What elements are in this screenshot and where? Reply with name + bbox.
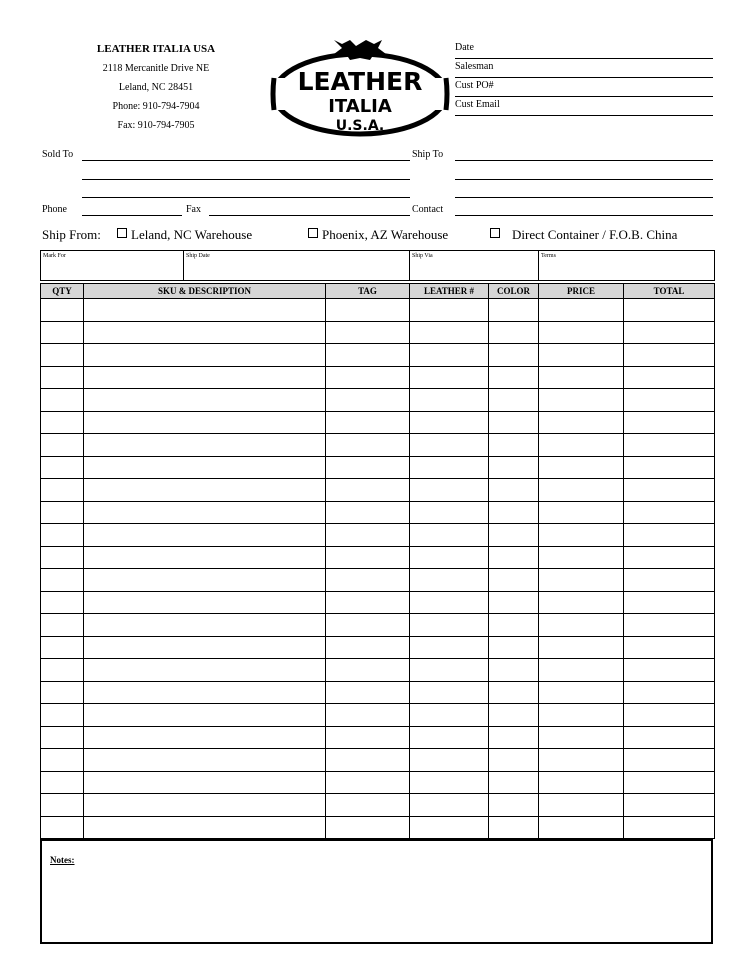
cust-po-label: Cust PO# xyxy=(455,80,494,91)
price-cell[interactable] xyxy=(539,321,624,344)
table-row xyxy=(41,479,715,502)
color-cell[interactable] xyxy=(489,659,539,682)
price-cell[interactable] xyxy=(539,704,624,727)
qty-cell[interactable] xyxy=(41,344,84,367)
sku-description-header: SKU & DESCRIPTION xyxy=(84,284,326,299)
leather-number-cell[interactable] xyxy=(410,344,489,367)
color-cell[interactable] xyxy=(489,344,539,367)
shipping-info-row xyxy=(40,250,715,281)
sku-description-cell[interactable] xyxy=(84,681,326,704)
table-row xyxy=(41,636,715,659)
order-items-table xyxy=(40,283,715,839)
leather-italia-logo xyxy=(270,38,450,142)
leland-checkbox[interactable] xyxy=(117,228,127,238)
color-cell[interactable] xyxy=(489,794,539,817)
color-cell[interactable] xyxy=(489,456,539,479)
price-cell[interactable] xyxy=(539,456,624,479)
phone-label: Phone xyxy=(42,204,67,215)
logo-line-2: ITALIA xyxy=(328,96,392,117)
tag-cell[interactable] xyxy=(326,771,410,794)
tag-cell[interactable] xyxy=(326,659,410,682)
color-cell[interactable] xyxy=(489,366,539,389)
qty-cell[interactable] xyxy=(41,636,84,659)
ship-via-label: Ship Via xyxy=(412,253,433,259)
color-cell[interactable] xyxy=(489,704,539,727)
leland-option-label: Leland, NC Warehouse xyxy=(131,227,253,242)
total-cell[interactable] xyxy=(624,704,715,727)
qty-cell[interactable] xyxy=(41,479,84,502)
table-row xyxy=(41,546,715,569)
fax-line[interactable] xyxy=(209,215,410,216)
sku-description-cell[interactable] xyxy=(84,816,326,839)
ship-from-option-leland[interactable] xyxy=(117,227,252,243)
tag-cell[interactable] xyxy=(326,366,410,389)
leather-number-cell[interactable] xyxy=(410,524,489,547)
total-cell[interactable] xyxy=(624,389,715,412)
date-label: Date xyxy=(455,42,474,53)
color-cell[interactable] xyxy=(489,636,539,659)
qty-cell[interactable] xyxy=(41,614,84,637)
qty-cell[interactable] xyxy=(41,456,84,479)
total-cell[interactable] xyxy=(624,546,715,569)
sku-description-cell[interactable] xyxy=(84,726,326,749)
salesman-field[interactable] xyxy=(455,59,713,78)
salesman-label: Salesman xyxy=(455,61,494,72)
color-cell[interactable] xyxy=(489,681,539,704)
company-city: Leland, NC 28451 xyxy=(118,82,194,93)
tag-cell[interactable] xyxy=(326,614,410,637)
price-header: PRICE xyxy=(539,284,624,299)
leather-number-cell[interactable] xyxy=(410,816,489,839)
price-cell[interactable] xyxy=(539,546,624,569)
tag-cell[interactable] xyxy=(326,344,410,367)
total-cell[interactable] xyxy=(624,636,715,659)
color-cell[interactable] xyxy=(489,726,539,749)
mark-for-label: Mark For xyxy=(43,253,66,259)
tag-cell[interactable] xyxy=(326,749,410,772)
color-cell[interactable] xyxy=(489,411,539,434)
sku-description-cell[interactable] xyxy=(84,456,326,479)
sold-to-line-1[interactable] xyxy=(82,160,410,161)
leather-number-cell[interactable] xyxy=(410,659,489,682)
total-cell[interactable] xyxy=(624,456,715,479)
sku-description-cell[interactable] xyxy=(84,299,326,322)
tag-cell[interactable] xyxy=(326,321,410,344)
table-row xyxy=(41,681,715,704)
qty-cell[interactable] xyxy=(41,524,84,547)
notes-label: Notes: xyxy=(50,855,75,865)
contact-label: Contact xyxy=(412,204,444,215)
total-cell[interactable] xyxy=(624,659,715,682)
color-cell[interactable] xyxy=(489,389,539,412)
table-row xyxy=(41,794,715,817)
date-field[interactable] xyxy=(455,40,713,59)
leather-number-cell[interactable] xyxy=(410,299,489,322)
color-cell[interactable] xyxy=(489,434,539,457)
cust-po-field[interactable] xyxy=(455,78,713,97)
ship-to-line-3[interactable] xyxy=(455,197,713,198)
color-cell[interactable] xyxy=(489,614,539,637)
color-cell[interactable] xyxy=(489,749,539,772)
sku-description-cell[interactable] xyxy=(84,704,326,727)
leather-number-cell[interactable] xyxy=(410,569,489,592)
sku-description-cell[interactable] xyxy=(84,321,326,344)
price-cell[interactable] xyxy=(539,659,624,682)
fax-label: Fax xyxy=(186,204,201,215)
leather-number-cell[interactable] xyxy=(410,771,489,794)
color-cell[interactable] xyxy=(489,546,539,569)
mark-for-cell[interactable] xyxy=(41,251,184,280)
color-cell[interactable] xyxy=(489,479,539,502)
table-row xyxy=(41,389,715,412)
price-cell[interactable] xyxy=(539,591,624,614)
tag-cell[interactable] xyxy=(326,524,410,547)
tag-cell[interactable] xyxy=(326,726,410,749)
price-cell[interactable] xyxy=(539,366,624,389)
total-cell[interactable] xyxy=(624,591,715,614)
price-cell[interactable] xyxy=(539,344,624,367)
leather-number-cell[interactable] xyxy=(410,794,489,817)
sku-description-cell[interactable] xyxy=(84,794,326,817)
price-cell[interactable] xyxy=(539,636,624,659)
qty-cell[interactable] xyxy=(41,659,84,682)
price-cell[interactable] xyxy=(539,569,624,592)
logo-line-1: LEATHER xyxy=(297,67,423,96)
china-checkbox[interactable] xyxy=(490,228,500,238)
sku-description-cell[interactable] xyxy=(84,501,326,524)
leather-number-cell[interactable] xyxy=(410,411,489,434)
company-address: 2118 Mercanitle Drive NE xyxy=(102,63,210,74)
phoenix-checkbox[interactable] xyxy=(308,228,318,238)
price-cell[interactable] xyxy=(539,749,624,772)
color-cell[interactable] xyxy=(489,321,539,344)
sku-description-cell[interactable] xyxy=(84,524,326,547)
table-row xyxy=(41,726,715,749)
qty-cell[interactable] xyxy=(41,501,84,524)
ship-date-cell[interactable] xyxy=(184,251,410,280)
total-cell[interactable] xyxy=(624,321,715,344)
color-cell[interactable] xyxy=(489,524,539,547)
company-info xyxy=(72,40,240,135)
table-row xyxy=(41,704,715,727)
ship-via-cell[interactable] xyxy=(410,251,539,280)
sku-description-cell[interactable] xyxy=(84,389,326,412)
qty-cell[interactable] xyxy=(41,681,84,704)
table-row xyxy=(41,749,715,772)
sku-description-cell[interactable] xyxy=(84,591,326,614)
qty-cell[interactable] xyxy=(41,366,84,389)
leather-number-cell[interactable] xyxy=(410,749,489,772)
leather-number-cell[interactable] xyxy=(410,501,489,524)
price-cell[interactable] xyxy=(539,794,624,817)
cust-email-label: Cust Email xyxy=(455,99,500,110)
sku-description-cell[interactable] xyxy=(84,749,326,772)
price-cell[interactable] xyxy=(539,726,624,749)
color-cell[interactable] xyxy=(489,816,539,839)
price-cell[interactable] xyxy=(539,681,624,704)
color-cell[interactable] xyxy=(489,299,539,322)
total-cell[interactable] xyxy=(624,816,715,839)
qty-cell[interactable] xyxy=(41,749,84,772)
table-body xyxy=(41,299,715,839)
qty-cell[interactable] xyxy=(41,321,84,344)
leather-number-cell[interactable] xyxy=(410,321,489,344)
tag-cell[interactable] xyxy=(326,479,410,502)
sku-description-cell[interactable] xyxy=(84,411,326,434)
leather-number-cell[interactable] xyxy=(410,366,489,389)
price-cell[interactable] xyxy=(539,524,624,547)
leather-number-cell[interactable] xyxy=(410,479,489,502)
total-cell[interactable] xyxy=(624,366,715,389)
table-row xyxy=(41,501,715,524)
table-row xyxy=(41,816,715,839)
sku-description-cell[interactable] xyxy=(84,636,326,659)
tag-cell[interactable] xyxy=(326,501,410,524)
table-row xyxy=(41,569,715,592)
leather-number-cell[interactable] xyxy=(410,681,489,704)
sku-description-cell[interactable] xyxy=(84,344,326,367)
total-cell[interactable] xyxy=(624,344,715,367)
tag-cell[interactable] xyxy=(326,704,410,727)
tag-header: TAG xyxy=(326,284,410,299)
price-cell[interactable] xyxy=(539,501,624,524)
price-cell[interactable] xyxy=(539,771,624,794)
qty-header: QTY xyxy=(41,284,84,299)
leather-number-cell[interactable] xyxy=(410,389,489,412)
sku-description-cell[interactable] xyxy=(84,659,326,682)
ship-from-label: Ship From: xyxy=(42,227,101,242)
sold-to-line-3[interactable] xyxy=(82,197,410,198)
tag-cell[interactable] xyxy=(326,681,410,704)
color-cell[interactable] xyxy=(489,501,539,524)
total-cell[interactable] xyxy=(624,569,715,592)
terms-cell[interactable] xyxy=(539,251,714,280)
total-cell[interactable] xyxy=(624,299,715,322)
leather-number-cell[interactable] xyxy=(410,546,489,569)
ship-to-label: Ship To xyxy=(412,149,444,160)
total-cell[interactable] xyxy=(624,501,715,524)
sku-description-cell[interactable] xyxy=(84,366,326,389)
total-cell[interactable] xyxy=(624,771,715,794)
leather-number-cell[interactable] xyxy=(410,726,489,749)
total-cell[interactable] xyxy=(624,411,715,434)
leather-number-cell[interactable] xyxy=(410,636,489,659)
tag-cell[interactable] xyxy=(326,546,410,569)
color-cell[interactable] xyxy=(489,591,539,614)
terms-label: Terms xyxy=(541,253,556,259)
phone-line[interactable] xyxy=(82,215,182,216)
price-cell[interactable] xyxy=(539,434,624,457)
total-cell[interactable] xyxy=(624,434,715,457)
table-row xyxy=(41,771,715,794)
total-cell[interactable] xyxy=(624,726,715,749)
tag-cell[interactable] xyxy=(326,389,410,412)
phoenix-option-label: Phoenix, AZ Warehouse xyxy=(322,227,449,242)
tag-cell[interactable] xyxy=(326,434,410,457)
qty-cell[interactable] xyxy=(41,794,84,817)
qty-cell[interactable] xyxy=(41,726,84,749)
table-row xyxy=(41,344,715,367)
table-row xyxy=(41,366,715,389)
price-cell[interactable] xyxy=(539,614,624,637)
sku-description-cell[interactable] xyxy=(84,771,326,794)
sku-description-cell[interactable] xyxy=(84,546,326,569)
notes-box[interactable] xyxy=(40,839,713,944)
qty-cell[interactable] xyxy=(41,299,84,322)
color-cell[interactable] xyxy=(489,771,539,794)
color-header: COLOR xyxy=(489,284,539,299)
table-row xyxy=(41,524,715,547)
table-row xyxy=(41,299,715,322)
qty-cell[interactable] xyxy=(41,546,84,569)
china-option-label: Direct Container / F.O.B. China xyxy=(512,227,678,242)
table-row xyxy=(41,434,715,457)
table-header-row xyxy=(41,284,715,299)
price-cell[interactable] xyxy=(539,816,624,839)
total-cell[interactable] xyxy=(624,524,715,547)
table-row xyxy=(41,411,715,434)
price-cell[interactable] xyxy=(539,411,624,434)
total-cell[interactable] xyxy=(624,479,715,502)
ship-from-option-china[interactable] xyxy=(490,227,677,243)
price-cell[interactable] xyxy=(539,299,624,322)
qty-cell[interactable] xyxy=(41,569,84,592)
qty-cell[interactable] xyxy=(41,771,84,794)
qty-cell[interactable] xyxy=(41,389,84,412)
qty-cell[interactable] xyxy=(41,411,84,434)
total-cell[interactable] xyxy=(624,749,715,772)
table-row xyxy=(41,321,715,344)
table-row xyxy=(41,659,715,682)
tag-cell[interactable] xyxy=(326,636,410,659)
sku-description-cell[interactable] xyxy=(84,434,326,457)
company-phone: Phone: 910-794-7904 xyxy=(112,101,200,112)
sku-description-cell[interactable] xyxy=(84,569,326,592)
color-cell[interactable] xyxy=(489,569,539,592)
qty-cell[interactable] xyxy=(41,434,84,457)
total-cell[interactable] xyxy=(624,794,715,817)
sold-to-line-2[interactable] xyxy=(82,179,410,180)
leather-number-header: LEATHER # xyxy=(410,284,489,299)
price-cell[interactable] xyxy=(539,389,624,412)
qty-cell[interactable] xyxy=(41,816,84,839)
sku-description-cell[interactable] xyxy=(84,479,326,502)
qty-cell[interactable] xyxy=(41,704,84,727)
tag-cell[interactable] xyxy=(326,816,410,839)
table-row xyxy=(41,591,715,614)
contact-line[interactable] xyxy=(455,215,713,216)
leather-number-cell[interactable] xyxy=(410,704,489,727)
total-cell[interactable] xyxy=(624,614,715,637)
sold-to-label: Sold To xyxy=(42,149,74,160)
table-row xyxy=(41,456,715,479)
qty-cell[interactable] xyxy=(41,591,84,614)
tag-cell[interactable] xyxy=(326,569,410,592)
ship-date-label: Ship Date xyxy=(186,253,210,259)
ship-from-option-phoenix[interactable] xyxy=(308,227,448,243)
sku-description-cell[interactable] xyxy=(84,614,326,637)
leather-number-cell[interactable] xyxy=(410,456,489,479)
leather-number-cell[interactable] xyxy=(410,434,489,457)
cust-email-field[interactable] xyxy=(455,97,713,116)
company-fax: Fax: 910-794-7905 xyxy=(117,120,195,131)
leather-number-cell[interactable] xyxy=(410,591,489,614)
tag-cell[interactable] xyxy=(326,411,410,434)
total-cell[interactable] xyxy=(624,681,715,704)
logo-line-3: U.S.A. xyxy=(335,118,385,134)
tag-cell[interactable] xyxy=(326,591,410,614)
leather-number-cell[interactable] xyxy=(410,614,489,637)
tag-cell[interactable] xyxy=(326,794,410,817)
company-name: LEATHER ITALIA USA xyxy=(96,43,216,55)
price-cell[interactable] xyxy=(539,479,624,502)
total-header: TOTAL xyxy=(624,284,715,299)
tag-cell[interactable] xyxy=(326,456,410,479)
table-row xyxy=(41,614,715,637)
tag-cell[interactable] xyxy=(326,299,410,322)
ship-to-line-2[interactable] xyxy=(455,179,713,180)
ship-to-line-1[interactable] xyxy=(455,160,713,161)
